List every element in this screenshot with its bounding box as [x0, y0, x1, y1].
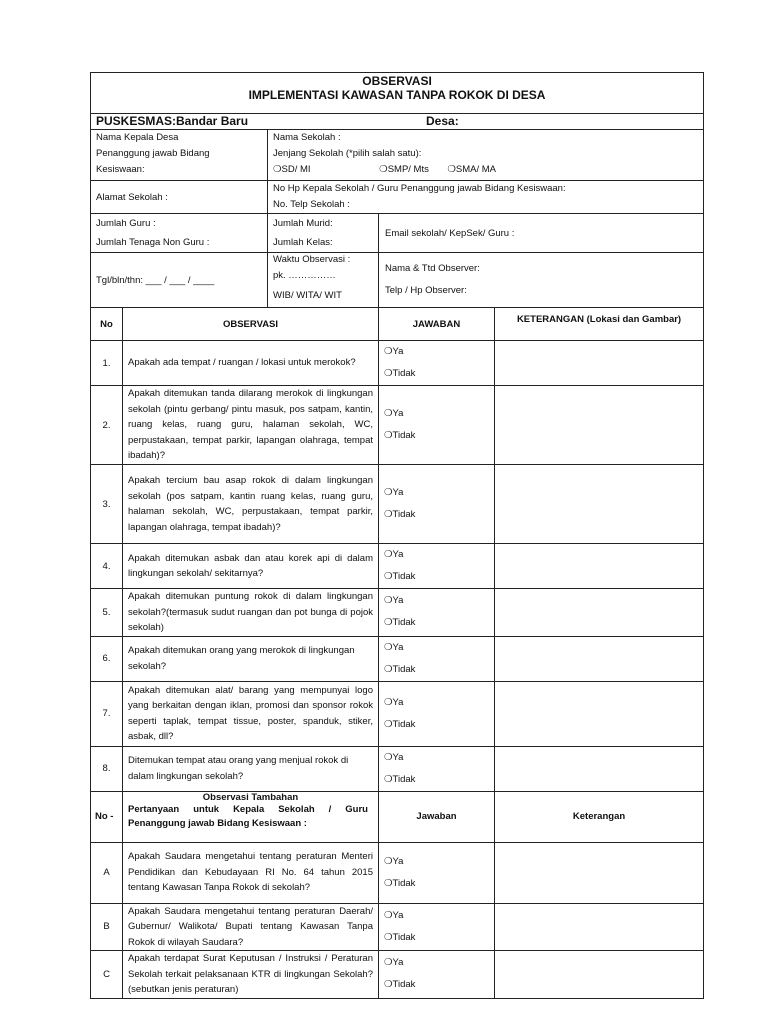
- kesiswaan-label: Kesiswaan:: [96, 164, 145, 175]
- question-letter: C: [91, 951, 123, 999]
- header-keterangan: KETERANGAN (Lokasi dan Gambar): [495, 308, 704, 341]
- additional-header-row: [91, 791, 704, 842]
- jumlah-tenaga-label: Jumlah Tenaga Non Guru :: [96, 237, 210, 248]
- question-row: [91, 341, 704, 386]
- additional-header-jawaban: Jawaban: [379, 791, 495, 842]
- observation-header-row: [91, 308, 704, 341]
- answer-ya[interactable]: ❍Ya: [384, 549, 404, 560]
- keterangan-cell[interactable]: [495, 746, 704, 791]
- answer-ya[interactable]: ❍Ya: [384, 909, 404, 921]
- title-line-1: OBSERVASI: [362, 74, 432, 88]
- tanggal-label: Tgl/bln/thn: ___ / ___ / ____: [96, 274, 215, 286]
- email-cell[interactable]: [379, 214, 704, 253]
- form-table: [90, 72, 704, 999]
- additional-title: Observasi Tambahan: [202, 791, 299, 803]
- answer-tidak[interactable]: ❍Tidak: [384, 931, 416, 943]
- question-number: 4.: [91, 544, 123, 589]
- question-text: Apakah ditemukan orang yang merokok di lingkungan sekolah?: [123, 636, 379, 681]
- question-text: Apakah tercium bau asap rokok di dalam lingkungan sekolah (pos satpam, kantin ruang kelas, ruang guru, halaman sekolah, WC, perpustakaan, tempat parkir, lapangan olahraga, tempat ibadah)?: [123, 465, 379, 544]
- answer-tidak[interactable]: ❍Tidak: [384, 877, 416, 889]
- answer-cell: [379, 636, 495, 681]
- option-smp[interactable]: ❍SMP/ Mts: [379, 164, 429, 175]
- penanggung-jawab-label: Penanggung jawab Bidang: [96, 148, 210, 159]
- waktu-cell[interactable]: [268, 253, 379, 308]
- jumlah-guru-label: Jumlah Guru :: [96, 218, 156, 229]
- answer-tidak[interactable]: ❍Tidak: [384, 617, 416, 629]
- keterangan-cell[interactable]: [495, 903, 704, 951]
- telp-observer-label: Telp / Hp Observer:: [385, 285, 467, 296]
- jenjang-options: [273, 162, 703, 178]
- additional-header-title-cell: [123, 791, 379, 842]
- additional-question-row: [91, 842, 704, 903]
- question-text: Apakah ditemukan puntung rokok di dalam lingkungan sekolah?(termasuk sudut ruangan dan pot bunga di pojok sekolah): [123, 589, 379, 637]
- header-jawaban: JAWABAN: [379, 308, 495, 341]
- observation-form: [90, 72, 703, 999]
- zona-waktu-label: WIB/ WITA/ WIT: [273, 290, 342, 301]
- question-text: Apakah ada tempat / ruangan / lokasi untuk merokok?: [123, 341, 379, 386]
- kontak-cell[interactable]: [268, 181, 704, 214]
- header-no: No: [91, 308, 123, 341]
- question-number: 1.: [91, 341, 123, 386]
- jumlah-murid-cell[interactable]: [268, 214, 379, 253]
- question-letter: A: [91, 842, 123, 903]
- keterangan-cell[interactable]: [495, 636, 704, 681]
- answer-ya[interactable]: ❍Ya: [384, 641, 404, 653]
- answer-tidak[interactable]: ❍Tidak: [384, 663, 416, 675]
- question-row: [91, 636, 704, 681]
- pukul-label: pk. ……………: [273, 270, 336, 281]
- jumlah-kelas-label: Jumlah Kelas:: [273, 237, 333, 248]
- question-row: [91, 544, 704, 589]
- answer-tidak[interactable]: ❍Tidak: [384, 773, 416, 785]
- question-row: [91, 386, 704, 465]
- answer-ya[interactable]: ❍Ya: [384, 957, 404, 969]
- keterangan-cell[interactable]: [495, 544, 704, 589]
- answer-tidak[interactable]: ❍Tidak: [384, 979, 416, 991]
- answer-cell: [379, 903, 495, 951]
- puskesmas-cell: [91, 114, 704, 130]
- puskesmas-label: PUSKESMAS:Bandar Baru: [96, 114, 249, 128]
- kepala-desa-label: Nama Kepala Desa: [96, 132, 179, 143]
- jenjang-label: Jenjang Sekolah (*pilih salah satu):: [273, 148, 422, 159]
- answer-ya[interactable]: ❍Ya: [384, 408, 404, 419]
- keterangan-cell[interactable]: [495, 589, 704, 637]
- answer-cell: [379, 951, 495, 999]
- question-text: Apakah ditemukan tanda dilarang merokok di lingkungan sekolah (pintu gerbang/ pintu masuk, pos satpam, kantin, ruang kelas, ruang guru, halaman sekolah, WC, perpustakaan, tempat parkir, lapangan olahraga, tempat ibadah)?: [123, 386, 379, 465]
- additional-question-row: [91, 951, 704, 999]
- no-hp-label: No Hp Kepala Sekolah / Guru Penanggung jawab Bidang Kesiswaan:: [273, 183, 566, 194]
- info-row-2: [91, 181, 704, 214]
- answer-cell: [379, 544, 495, 589]
- answer-cell: [379, 842, 495, 903]
- question-number: 3.: [91, 465, 123, 544]
- tanggal-cell[interactable]: [91, 253, 268, 308]
- answer-ya[interactable]: ❍Ya: [384, 696, 404, 708]
- nama-observer-label: Nama & Ttd Observer:: [385, 263, 480, 274]
- answer-tidak[interactable]: ❍Tidak: [384, 718, 416, 730]
- title-line-2: IMPLEMENTASI KAWASAN TANPA ROKOK DI DESA: [248, 88, 546, 102]
- answer-ya[interactable]: ❍Ya: [384, 487, 404, 498]
- option-sma[interactable]: ❍SMA/ MA: [447, 164, 496, 175]
- answer-cell: [379, 341, 495, 386]
- additional-header-no: No -: [91, 791, 123, 842]
- answer-tidak[interactable]: ❍Tidak: [384, 368, 416, 379]
- question-row: [91, 746, 704, 791]
- answer-tidak[interactable]: ❍Tidak: [384, 571, 416, 582]
- alamat-cell[interactable]: [91, 181, 268, 214]
- question-row: [91, 681, 704, 746]
- jumlah-murid-label: Jumlah Murid:: [273, 218, 333, 229]
- answer-ya[interactable]: ❍Ya: [384, 595, 404, 607]
- sekolah-cell[interactable]: [268, 130, 704, 181]
- question-row: [91, 465, 704, 544]
- answer-cell: [379, 386, 495, 465]
- question-letter: B: [91, 903, 123, 951]
- question-number: 6.: [91, 636, 123, 681]
- alamat-label: Alamat Sekolah :: [96, 191, 168, 203]
- desa-label: Desa:: [426, 114, 459, 128]
- answer-cell: [379, 465, 495, 544]
- answer-tidak[interactable]: ❍Tidak: [384, 509, 416, 520]
- question-number: 7.: [91, 681, 123, 746]
- info-row-1: [91, 130, 704, 181]
- form-title: [91, 73, 704, 114]
- question-text: Apakah Saudara mengetahui tentang peraturan Menteri Pendidikan dan Kebudayaan RI No. 64 tahun 2015 tentang Kawasan Tanpa Rokok di sekolah?: [123, 842, 379, 903]
- no-telp-label: No. Telp Sekolah :: [273, 199, 350, 210]
- question-text: Apakah ditemukan asbak dan atau korek api di dalam lingkungan sekolah/ sekitarnya?: [123, 544, 379, 589]
- answer-cell: [379, 746, 495, 791]
- question-number: 8.: [91, 746, 123, 791]
- answer-cell: [379, 681, 495, 746]
- keterangan-cell[interactable]: [495, 681, 704, 746]
- answer-ya[interactable]: ❍Ya: [384, 751, 404, 763]
- question-text: Apakah terdapat Surat Keputusan / Instruksi / Peraturan Sekolah terkait pelaksanaan KTR di lingkungan Sekolah? (sebutkan jenis peraturan): [123, 951, 379, 999]
- question-row: [91, 589, 704, 637]
- info-row-3: [91, 214, 704, 253]
- question-text: Apakah Saudara mengetahui tentang peraturan Daerah/ Gubernur/ Walikota/ Bupati tentang Kawasan Tanpa Rokok di wilayah Saudara?: [123, 903, 379, 951]
- keterangan-cell[interactable]: [495, 951, 704, 999]
- info-row-4: [91, 253, 704, 308]
- waktu-label: Waktu Observasi :: [273, 254, 351, 265]
- answer-ya[interactable]: ❍Ya: [384, 855, 404, 867]
- question-number: 5.: [91, 589, 123, 637]
- additional-question-row: [91, 903, 704, 951]
- header-observasi: OBSERVASI: [123, 308, 379, 341]
- keterangan-cell[interactable]: [495, 341, 704, 386]
- answer-cell: [379, 589, 495, 637]
- keterangan-cell[interactable]: [495, 386, 704, 465]
- keterangan-cell[interactable]: [495, 842, 704, 903]
- email-label: Email sekolah/ KepSek/ Guru :: [385, 227, 515, 239]
- answer-ya[interactable]: ❍Ya: [384, 346, 404, 357]
- option-sd[interactable]: ❍SD/ MI: [273, 164, 311, 175]
- title-row: [91, 73, 704, 114]
- jumlah-guru-cell[interactable]: [91, 214, 268, 253]
- observer-cell[interactable]: [379, 253, 704, 308]
- puskesmas-row: [91, 114, 704, 130]
- kepala-desa-cell[interactable]: [91, 130, 268, 181]
- keterangan-cell[interactable]: [495, 465, 704, 544]
- question-number: 2.: [91, 386, 123, 465]
- additional-subtitle: Pertanyaan untuk Kepala Sekolah / Guru Penanggung jawab Bidang Kesiswaan :: [128, 803, 368, 829]
- answer-tidak[interactable]: ❍Tidak: [384, 430, 416, 441]
- question-text: Apakah ditemukan alat/ barang yang mempunyai logo yang berkaitan dengan iklan, promosi dan sponsor rokok seperti taplak, tempat tissue, poster, spanduk, stiker, asbak, dll?: [123, 681, 379, 746]
- additional-header-keterangan: Keterangan: [495, 791, 704, 842]
- question-text: Ditemukan tempat atau orang yang menjual rokok di dalam lingkungan sekolah?: [123, 746, 379, 791]
- nama-sekolah-label: Nama Sekolah :: [273, 132, 341, 143]
